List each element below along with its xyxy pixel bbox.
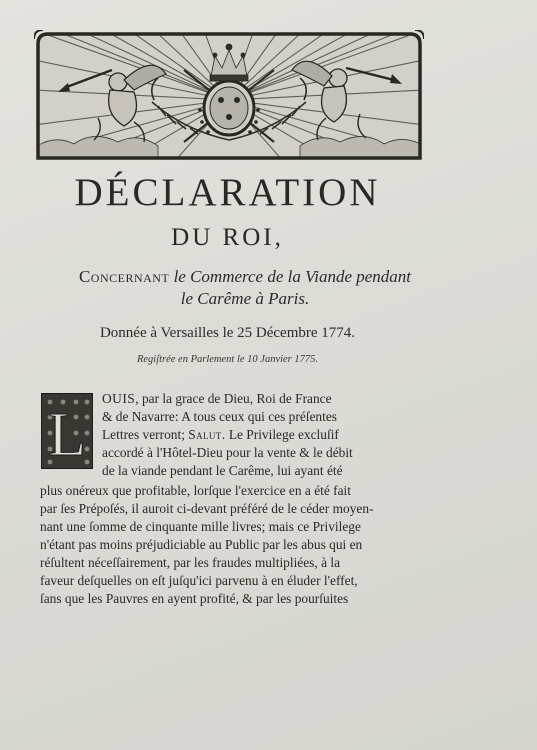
given-at-line: Donnée à Versailles le 25 Décembre 1774. bbox=[99, 325, 356, 341]
body-line-7: par ſes Prépoſés, il auroit ci-devant préféré de le céder moyen- bbox=[40, 501, 374, 516]
royal-arms-headpiece-icon bbox=[34, 30, 424, 162]
body-line-3 bbox=[102, 426, 339, 444]
concerning-heading bbox=[40, 266, 450, 310]
body-line-1-smallcaps: OUIS bbox=[102, 391, 136, 406]
document-subtitle: DU ROI, bbox=[171, 224, 284, 251]
body-line-8: nant une ſomme de cinquante mille livres; mais ce Privilege bbox=[40, 519, 361, 534]
concerning-line2: le Carême à Paris. bbox=[180, 289, 310, 308]
registration-line: Regiſtrée en Parlement le 10 Janvier 1775. bbox=[136, 354, 319, 365]
body-line-2: & de Navarre: A tous ceux qui ces préſentes bbox=[102, 409, 338, 424]
body-line-3-end: Le Privilege excluſif bbox=[225, 427, 339, 442]
body-line-1-text: , par la grace de Dieu, Roi de France bbox=[135, 391, 332, 406]
concerning-line1: le Commerce de la Viande pendant bbox=[169, 267, 412, 286]
body-line-12: ſans que les Pauvres en ayent profité, & par les pourſuites bbox=[40, 591, 349, 606]
ornamental-dropcap-l-icon bbox=[41, 393, 93, 469]
dropcap-letter: L bbox=[48, 401, 86, 469]
body-line-11: faveur deſquelles on eſt juſqu'ici parvenu à en éluder l'effet, bbox=[40, 573, 358, 588]
body-line-3-salut: Salut. bbox=[188, 427, 226, 442]
body-line-4: accordé à l'Hôtel-Dieu pour la vente & le débit bbox=[102, 445, 353, 460]
body-line-3-start: Lettres verront; bbox=[102, 427, 189, 442]
concerning-smallcaps: Concernant bbox=[78, 267, 170, 286]
document-title: DÉCLARATION bbox=[74, 171, 381, 214]
body-line-1 bbox=[102, 390, 332, 408]
body-line-9: n'étant pas moins préjudiciable au Public par les abus qui en bbox=[40, 537, 363, 552]
body-line-10: réſultent néceſſairement, par les fraudes multipliées, à la bbox=[40, 555, 341, 570]
body-line-6: plus onéreux que profitable, lorſque l'exercice en a été fait bbox=[40, 483, 351, 498]
body-line-5: de la viande pendant le Carême, lui ayant été bbox=[102, 463, 343, 478]
